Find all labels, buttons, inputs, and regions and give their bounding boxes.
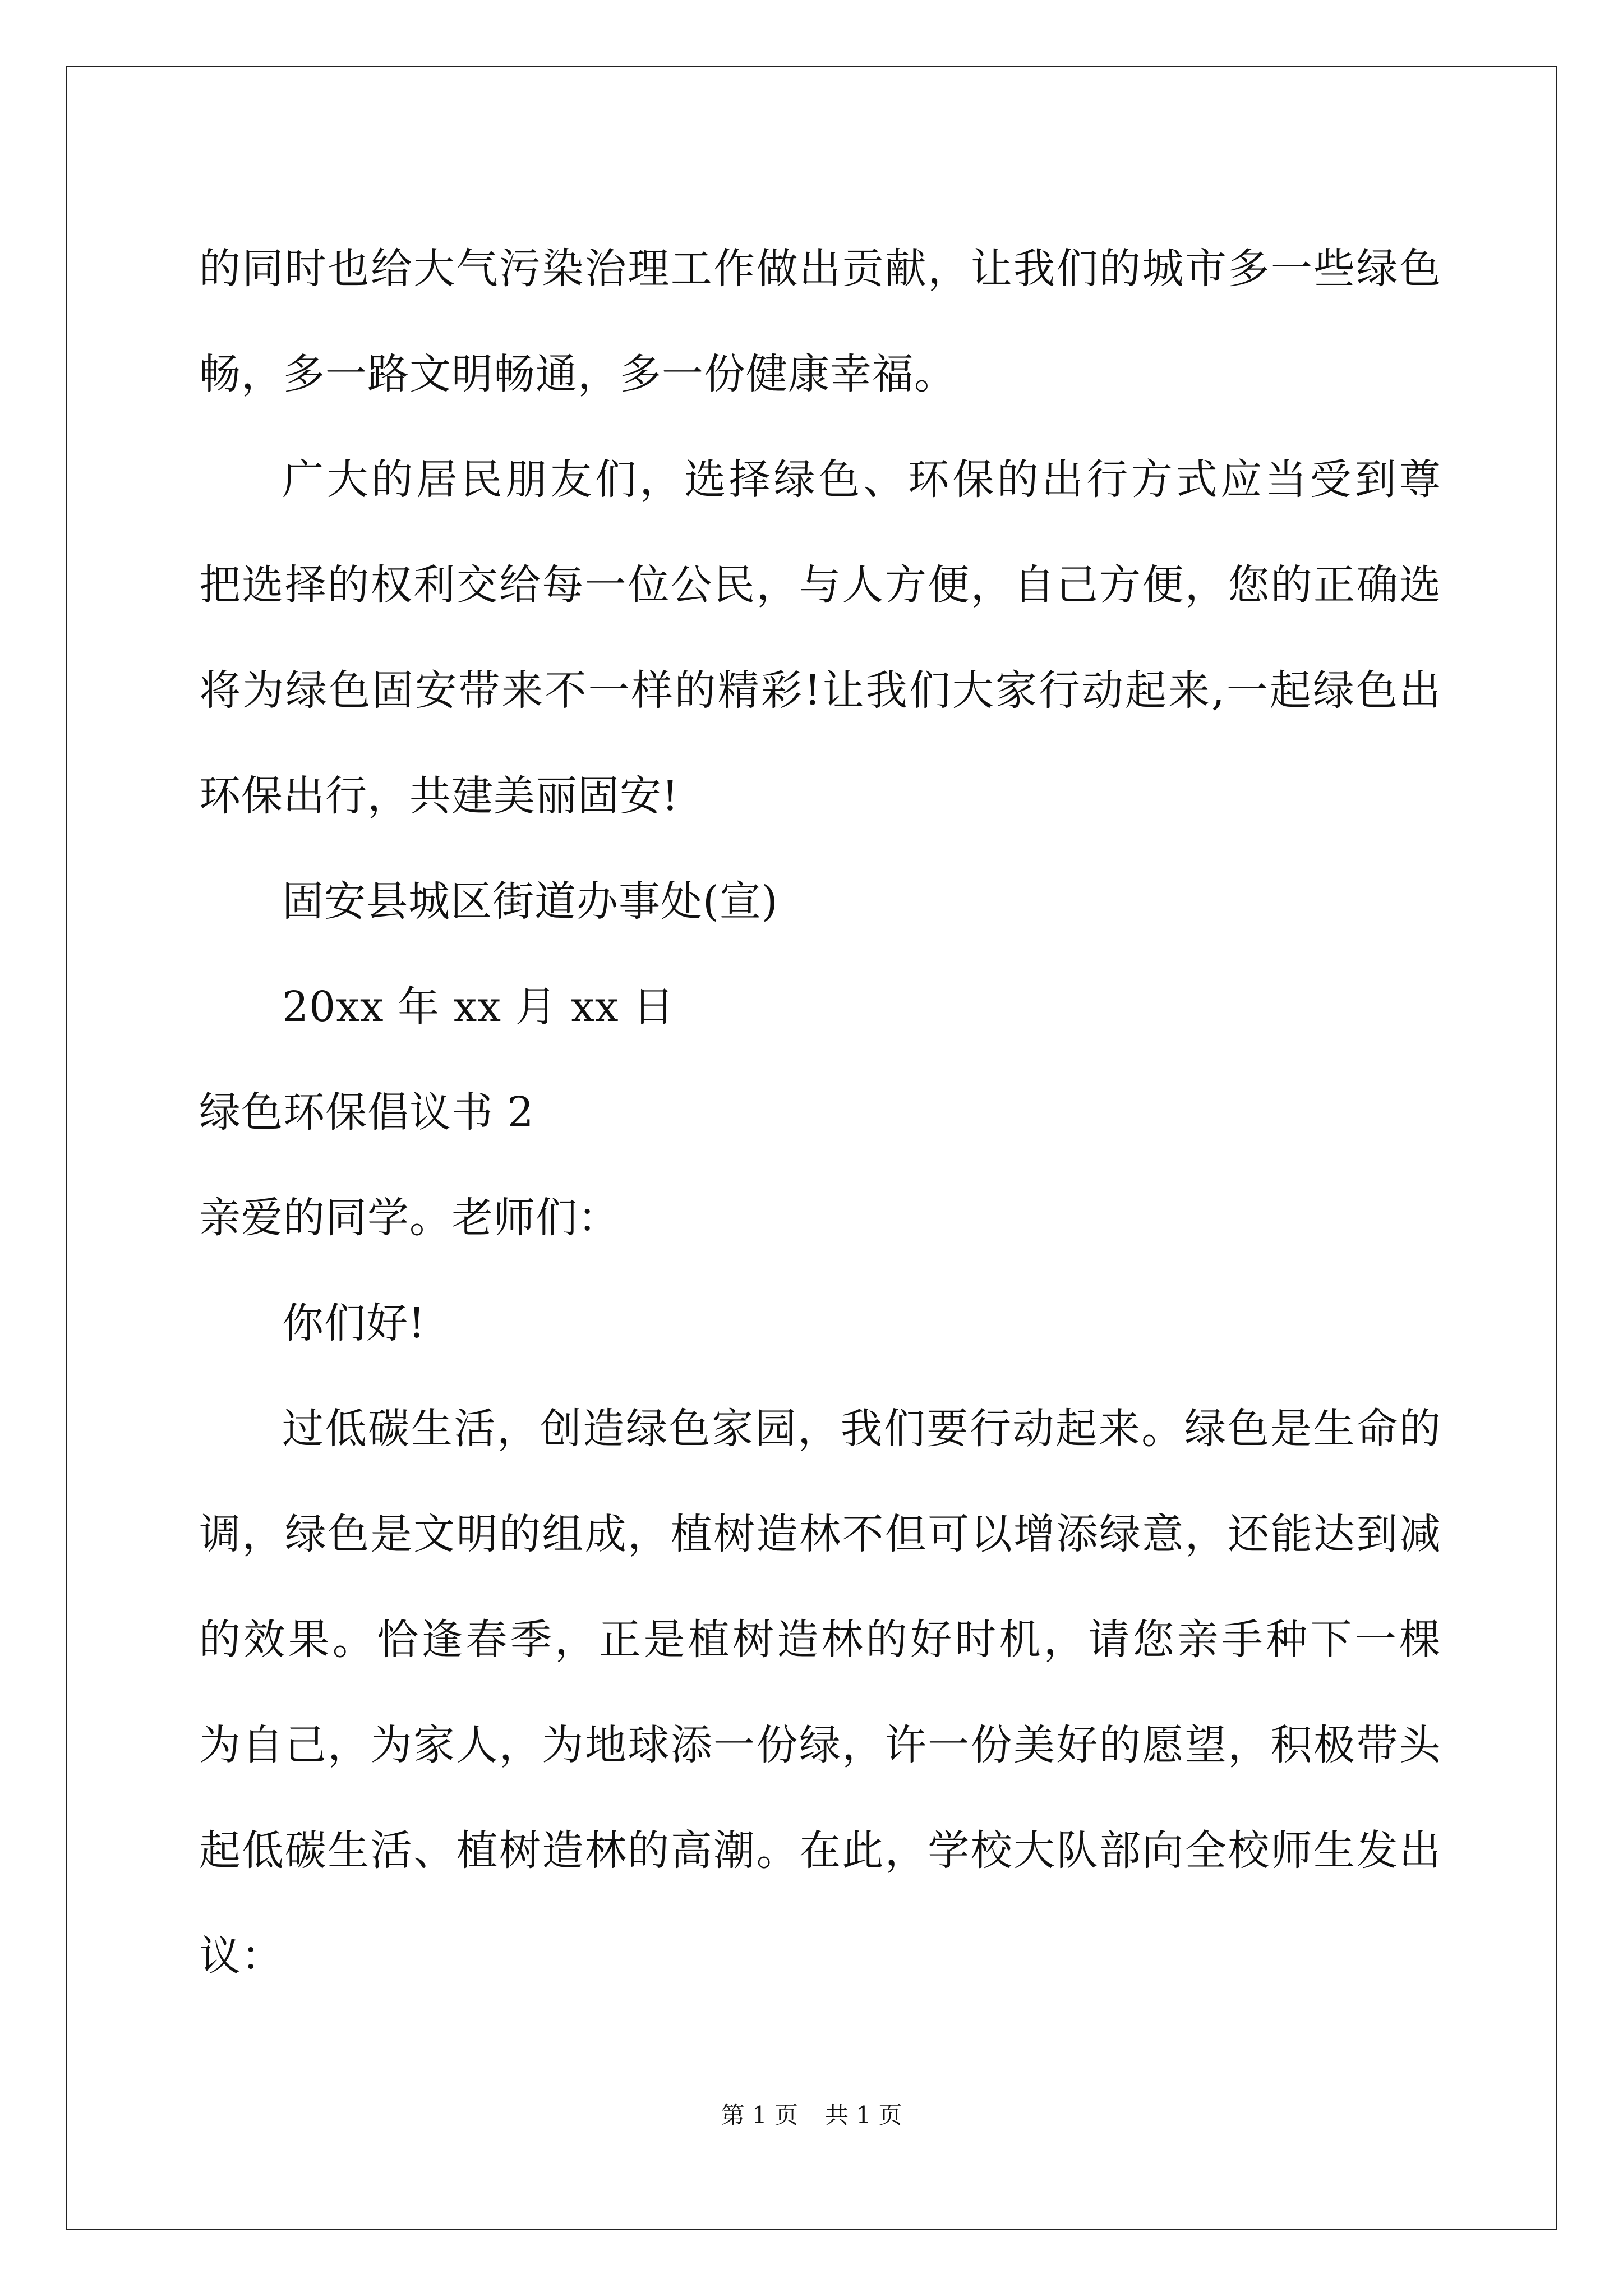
body-line-13: 调，绿色是文明的组成，植树造林不但可以增添绿意，还能达到减: [199, 1510, 1441, 1558]
body-line-12: 过低碳生活，创造绿色家园，我们要行动起来。绿色是生命的: [282, 1405, 1441, 1453]
body-line-5: 将为绿色固安带来不一样的精彩!让我们大家行动起来,一起绿色出: [199, 666, 1441, 715]
body-line-16: 起低碳生活、植树造林的高潮。在此，学校大队部向全校师生发出: [199, 1826, 1441, 1875]
body-line-1: 的同时也给大气污染治理工作做出贡献，让我们的城市多一些绿色: [199, 245, 1441, 293]
section-heading: 绿色环保倡议书 2: [199, 1088, 534, 1137]
body-line-6: 环保出行，共建美丽固安!: [199, 772, 679, 820]
page-total: 共 1 页: [825, 2101, 902, 2129]
document-body: [199, 216, 1441, 2009]
body-line-2: 畅，多一路文明畅通，多一份健康幸福。: [199, 350, 956, 398]
signature-issuer: 固安县城区街道办事处(宣): [282, 877, 778, 926]
body-line-15: 为自己，为家人，为地球添一份绿，许一份美好的愿望，积极带头: [199, 1721, 1441, 1769]
greeting: 你们好!: [282, 1299, 426, 1347]
signature-date: 20xx 年 xx 月 xx 日: [282, 983, 675, 1031]
body-line-17: 议：: [199, 1932, 283, 1980]
page-footer: [0, 2097, 1623, 2131]
body-line-14: 的效果。恰逢春季，正是植树造林的好时机，请您亲手种下一棵: [199, 1616, 1441, 1664]
body-line-3: 广大的居民朋友们，选择绿色、环保的出行方式应当受到尊: [282, 455, 1441, 504]
page-number: 第 1 页: [721, 2101, 798, 2129]
salutation: 亲爱的同学。老师们：: [199, 1194, 620, 1242]
body-line-4: 把选择的权利交给每一位公民，与人方便，自己方便，您的正确选: [199, 561, 1441, 609]
